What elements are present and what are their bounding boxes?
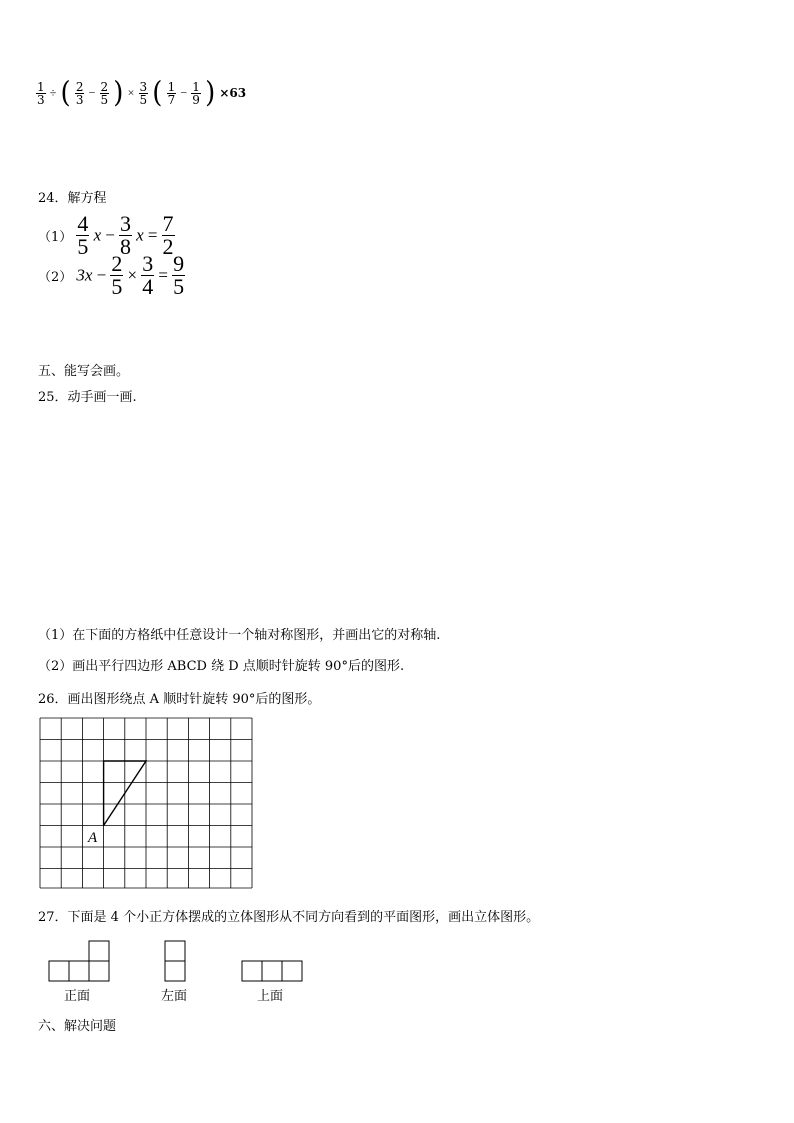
operator: − (105, 225, 115, 245)
paren-open: ( (60, 76, 71, 110)
paren-open: ( (152, 76, 163, 110)
paren-close: ) (113, 76, 124, 110)
section-5-heading: 五、能写会画。 (38, 364, 130, 379)
fraction: $\frac{1}{7}$ (167, 79, 176, 107)
q24-equation-1 (38, 213, 175, 258)
q25-item-1: （1）在下面的方格纸中任意设计一个轴对称图形，并画出它的对称轴. (38, 628, 441, 643)
operator: − (88, 85, 96, 100)
top-view-shape (241, 960, 305, 984)
variable-x: x (93, 225, 102, 245)
q27-heading: 27．下面是 4 个小正方体摆成的立体图形从不同方向看到的平面图形，画出立体图形。 (38, 910, 540, 925)
operator: × (127, 85, 135, 100)
fraction: $\frac{9}{5}$ (173, 251, 185, 299)
operator: × (127, 265, 138, 285)
fraction: $\frac{2}{5}$ (100, 79, 109, 107)
fraction: $\frac{2}{3}$ (75, 79, 84, 107)
point-a-label: A (88, 830, 98, 846)
fraction: $\frac{1}{9}$ (192, 79, 200, 107)
item-label: （1） (38, 230, 73, 245)
grid-paper (38, 716, 256, 890)
left-view-shape (163, 940, 187, 984)
operator: − (180, 85, 188, 100)
expression-tail: ×63 (219, 86, 247, 100)
q24-equation-2 (38, 253, 185, 298)
front-view-shape (48, 940, 112, 984)
operator: − (96, 265, 107, 285)
operator: = (147, 225, 158, 245)
fraction: $\frac{2}{5}$ (111, 251, 123, 299)
top-view-label: 上面 (257, 989, 284, 1004)
fraction: $\frac{1}{3}$ (37, 79, 45, 107)
q24-heading: 24．解方程 (38, 191, 107, 206)
paren-close: ) (205, 76, 216, 110)
fraction: $\frac{3}{4}$ (142, 251, 154, 299)
q25-item-2: （2）画出平行四边形 ABCD 绕 D 点顺时针旋转 90°后的图形. (38, 659, 405, 674)
fraction: $\frac{4}{5}$ (77, 211, 89, 259)
left-view-label: 左面 (161, 989, 188, 1004)
section-6-heading: 六、解决问题 (38, 1019, 117, 1034)
fraction: $\frac{3}{8}$ (119, 211, 131, 259)
item-label: （2） (38, 270, 73, 285)
fraction: $\frac{7}{2}$ (162, 211, 174, 259)
expression-line (36, 76, 247, 110)
q26-heading: 26．画出图形绕点 A 顺时针旋转 90°后的图形。 (38, 692, 321, 707)
q25-heading: 25．动手画一画. (38, 390, 137, 405)
front-view-label: 正面 (64, 989, 91, 1004)
variable-x: x (136, 225, 144, 245)
fraction: $\frac{3}{5}$ (139, 79, 148, 107)
operator: = (158, 265, 168, 285)
left-view (163, 940, 187, 984)
front-view (48, 940, 112, 984)
leading-term: 3x (76, 265, 93, 285)
q26-grid-figure (38, 716, 256, 890)
grid-lines (40, 718, 252, 888)
top-view (241, 960, 305, 984)
operator: ÷ (49, 85, 57, 100)
